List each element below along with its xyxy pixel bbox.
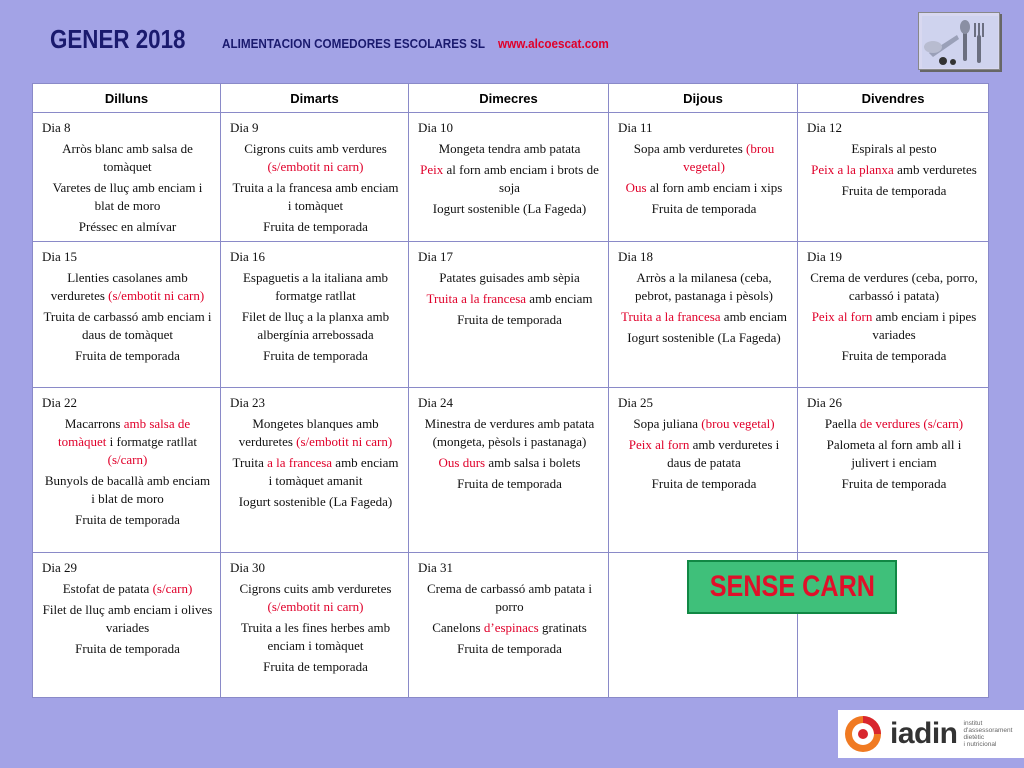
menu-dish: [807, 140, 981, 158]
menu-day-cell: [798, 242, 989, 388]
dish-text: Truita a la francesa amb enciam i tomàquet: [232, 180, 399, 213]
menu-dish: [42, 472, 213, 508]
dish-text: Fruita de temporada: [457, 476, 562, 491]
column-header: Dimarts: [221, 84, 409, 113]
menu-dish: [618, 200, 790, 218]
dish-text: Fruita de temporada: [457, 312, 562, 327]
menu-day-cell: [409, 553, 609, 698]
dish-text: amb verduretes i daus de patata: [667, 437, 780, 470]
dish-highlight: (s/embotit ni carn): [267, 599, 364, 614]
menu-dish: [42, 140, 213, 176]
sense-carn-label: SENSE CARN: [709, 570, 875, 603]
dish-text: al forn amb enciam i brots de soja: [443, 162, 599, 195]
column-header: Dilluns: [33, 84, 221, 113]
menu-dish: [42, 511, 213, 529]
dish-highlight: Truita a la francesa: [426, 291, 527, 306]
sense-carn-badge: [687, 560, 897, 614]
table-row: [33, 113, 989, 242]
day-label: Dia 11: [618, 120, 653, 135]
menu-dish: [230, 218, 401, 236]
menu-dish: [42, 601, 213, 637]
dish-highlight: de verdures (s/carn): [859, 416, 964, 431]
dish-highlight: (brou vegetal): [683, 141, 775, 174]
menu-dish: [807, 347, 981, 365]
dish-text: amb salsa i bolets: [485, 455, 581, 470]
dish-text: Truita: [232, 455, 268, 470]
menu-day-cell: [609, 388, 798, 553]
day-label: Dia 9: [230, 120, 259, 135]
menu-dish: [418, 475, 601, 493]
dish-text: Fruita de temporada: [263, 348, 368, 363]
dish-text: amb verduretes: [893, 162, 977, 177]
menu-dish: [230, 454, 401, 490]
menu-day-cell: [33, 388, 221, 553]
menu-dish: [807, 182, 981, 200]
dish-highlight: Ous: [625, 180, 647, 195]
menu-dish: [807, 161, 981, 179]
dish-highlight: Truita a la francesa: [621, 309, 721, 324]
dish-text: Patates guisades amb sèpia: [439, 270, 580, 285]
dish-text: Truita de carbassó amb enciam i daus de tomàquet: [43, 309, 212, 342]
dish-highlight: (s/embotit ni carn): [296, 434, 393, 449]
dish-highlight: a la francesa: [267, 455, 333, 470]
table-header-row: [33, 84, 989, 113]
tagline-line: institut: [963, 720, 983, 727]
dish-text: Arròs blanc amb salsa de tomàquet: [62, 141, 193, 174]
menu-dish: [807, 415, 981, 433]
menu-dish: [418, 415, 601, 451]
dish-highlight: Peix al forn: [811, 309, 873, 324]
menu-dish: [618, 140, 790, 176]
company-url-link[interactable]: www.alcoescat.com: [498, 36, 609, 51]
dish-text: Crema de carbassó amb patata i porro: [427, 581, 592, 614]
day-label: Dia 12: [807, 120, 843, 135]
dish-text: Varetes de lluç amb enciam i blat de moro: [52, 180, 203, 213]
column-header: Dijous: [609, 84, 798, 113]
dish-text: Sopa amb verduretes: [633, 141, 747, 156]
day-label: Dia 19: [807, 249, 843, 264]
menu-day-cell: [33, 242, 221, 388]
iadin-tagline: [964, 720, 1014, 748]
dish-text: Fruita de temporada: [457, 641, 562, 656]
menu-dish: [807, 475, 981, 493]
day-label: Dia 26: [807, 395, 843, 410]
iadin-logo-icon: [842, 713, 884, 755]
tagline-line: i nutricional: [963, 741, 997, 748]
dish-text: Sopa juliana: [633, 416, 702, 431]
dish-text: Espirals al pesto: [851, 141, 937, 156]
menu-day-cell: [221, 553, 409, 698]
dish-text: Macarrons: [64, 416, 124, 431]
menu-dish: [230, 619, 401, 655]
menu-dish: [42, 347, 213, 365]
dish-highlight: (s/carn): [107, 452, 148, 467]
menu-dish: [418, 640, 601, 658]
dish-highlight: amb salsa de tomàquet: [58, 416, 191, 449]
menu-dish: [618, 475, 790, 493]
day-label: Dia 8: [42, 120, 71, 135]
dish-text: Truita a les fines herbes amb enciam i tomàquet: [240, 620, 391, 653]
day-label: Dia 18: [618, 249, 654, 264]
menu-day-cell: [221, 388, 409, 553]
dish-text: Filet de lluç amb enciam i olives variades: [42, 602, 213, 635]
menu-dish: [230, 493, 401, 511]
menu-day-cell: [798, 113, 989, 242]
dish-text: Préssec en almívar: [78, 219, 177, 234]
dish-highlight: (s/carn): [152, 581, 193, 596]
day-label: Dia 24: [418, 395, 454, 410]
dish-text: Cigrons cuits amb verduretes: [239, 581, 392, 596]
menu-dish: [618, 436, 790, 472]
day-label: Dia 15: [42, 249, 78, 264]
menu-dish: [42, 269, 213, 305]
dish-text: Cigrons cuits amb verdures: [244, 141, 387, 156]
dish-text: Fruita de temporada: [263, 219, 368, 234]
dish-text: Fruita de temporada: [75, 512, 180, 527]
day-label: Dia 16: [230, 249, 266, 264]
dish-text: Mongetes blanques amb verduretes: [238, 416, 379, 449]
tagline-line: dietètic: [963, 734, 985, 741]
menu-dish: [42, 640, 213, 658]
page-header: [50, 24, 621, 64]
dish-text: amb enciam i pipes variades: [872, 309, 977, 342]
menu-dish: [42, 580, 213, 598]
dish-highlight: Peix: [420, 162, 444, 177]
menu-dish: [230, 179, 401, 215]
menu-day-cell: [221, 242, 409, 388]
dish-text: Mongeta tendra amb patata: [438, 141, 581, 156]
menu-dish: [418, 200, 601, 218]
menu-dish: [418, 311, 601, 329]
dish-text: Fruita de temporada: [75, 641, 180, 656]
menu-dish: [42, 415, 213, 469]
dish-highlight: Peix al forn: [628, 437, 690, 452]
menu-dish: [618, 179, 790, 197]
dish-text: Crema de verdures (ceba, porro, carbassó i patata): [810, 270, 978, 303]
dish-text: Arròs a la milanesa (ceba, pebrot, pastanaga i pèsols): [635, 270, 773, 303]
menu-dish: [230, 140, 401, 176]
dish-text: Bunyols de bacallà amb enciam i blat de moro: [44, 473, 211, 506]
menu-dish: [42, 179, 213, 215]
dish-text: Llenties casolanes amb verduretes: [50, 270, 188, 303]
dish-text: Iogurt sostenible (La Fageda): [238, 494, 393, 509]
menu-day-cell: [33, 113, 221, 242]
menu-dish: [418, 580, 601, 616]
dish-highlight: Ous durs: [438, 455, 486, 470]
cutlery-logo-icon: [918, 12, 1000, 70]
menu-day-cell: [409, 113, 609, 242]
dish-text: Fruita de temporada: [651, 201, 757, 216]
dish-text: Fruita de temporada: [841, 348, 947, 363]
dish-text: Iogurt sostenible (La Fageda): [627, 330, 781, 345]
day-label: Dia 31: [418, 560, 454, 575]
menu-dish: [807, 269, 981, 305]
dish-text: gratinats: [538, 620, 587, 635]
table-row: [33, 242, 989, 388]
tagline-line: d'assessorament: [963, 727, 1013, 734]
dish-text: Fruita de temporada: [75, 348, 180, 363]
menu-dish: [618, 329, 790, 347]
menu-day-cell: [609, 242, 798, 388]
menu-dish: [418, 454, 601, 472]
dish-text: Filet de lluç a la planxa amb albergínia arrebossada: [241, 309, 390, 342]
dish-highlight: Peix a la planxa: [811, 162, 894, 177]
dish-text: al forn amb enciam i xips: [646, 180, 783, 195]
menu-day-cell: [798, 388, 989, 553]
dish-highlight: (s/embotit ni carn): [267, 159, 364, 174]
iadin-logo-word: iadin: [890, 717, 958, 750]
menu-dish: [418, 161, 601, 197]
menu-dish: [807, 308, 981, 344]
dish-text: Fruita de temporada: [651, 476, 757, 491]
menu-dish: [230, 580, 401, 616]
menu-dish: [418, 619, 601, 637]
day-label: Dia 17: [418, 249, 454, 264]
column-header: Divendres: [798, 84, 989, 113]
dish-highlight: (s/embotit ni carn): [108, 288, 205, 303]
day-label: Dia 23: [230, 395, 266, 410]
day-label: Dia 25: [618, 395, 654, 410]
page-title: GENER 2018: [50, 24, 186, 54]
dish-text: amb enciam i tomàquet amanit: [268, 455, 399, 488]
day-label: Dia 30: [230, 560, 266, 575]
menu-day-cell: [409, 388, 609, 553]
dish-text: Palometa al forn amb all i julivert i enciam: [826, 437, 962, 470]
day-label: Dia 10: [418, 120, 454, 135]
menu-dish: [418, 269, 601, 287]
dish-text: Fruita de temporada: [263, 659, 368, 674]
menu-dish: [418, 290, 601, 308]
menu-day-cell: [33, 553, 221, 698]
menu-dish: [230, 658, 401, 676]
menu-dish: [42, 218, 213, 236]
menu-dish: [418, 140, 601, 158]
menu-dish: [618, 269, 790, 305]
dish-text: Paella: [824, 416, 860, 431]
dish-text: amb enciam: [720, 309, 787, 324]
dish-highlight: (brou vegetal): [701, 416, 775, 431]
menu-dish: [230, 269, 401, 305]
menu-day-cell: [221, 113, 409, 242]
dish-text: Minestra de verdures amb patata (mongeta, pèsols i pastanaga): [424, 416, 595, 449]
table-row: [33, 388, 989, 553]
menu-dish: [230, 415, 401, 451]
day-label: Dia 22: [42, 395, 78, 410]
day-label: Dia 29: [42, 560, 78, 575]
menu-dish: [230, 308, 401, 344]
iadin-logo: [838, 710, 1024, 758]
dish-text: amb enciam: [526, 291, 593, 306]
menu-dish: [230, 347, 401, 365]
column-header: Dimecres: [409, 84, 609, 113]
dish-text: Fruita de temporada: [841, 183, 947, 198]
dish-text: Iogurt sostenible (La Fageda): [432, 201, 587, 216]
dish-text: Fruita de temporada: [841, 476, 947, 491]
menu-dish: [807, 436, 981, 472]
dish-text: Canelons: [432, 620, 484, 635]
dish-text: Estofat de patata: [62, 581, 153, 596]
menu-day-cell: [409, 242, 609, 388]
menu-dish: [618, 308, 790, 326]
dish-highlight: d’espinacs: [483, 620, 539, 635]
menu-dish: [42, 308, 213, 344]
menu-day-cell: [609, 113, 798, 242]
menu-dish: [618, 415, 790, 433]
company-name: ALIMENTACION COMEDORES ESCOLARES SL: [222, 36, 486, 51]
dish-text: Espaguetis a la italiana amb formatge ratllat: [242, 270, 389, 303]
dish-text: i formatge ratllat: [106, 434, 197, 449]
